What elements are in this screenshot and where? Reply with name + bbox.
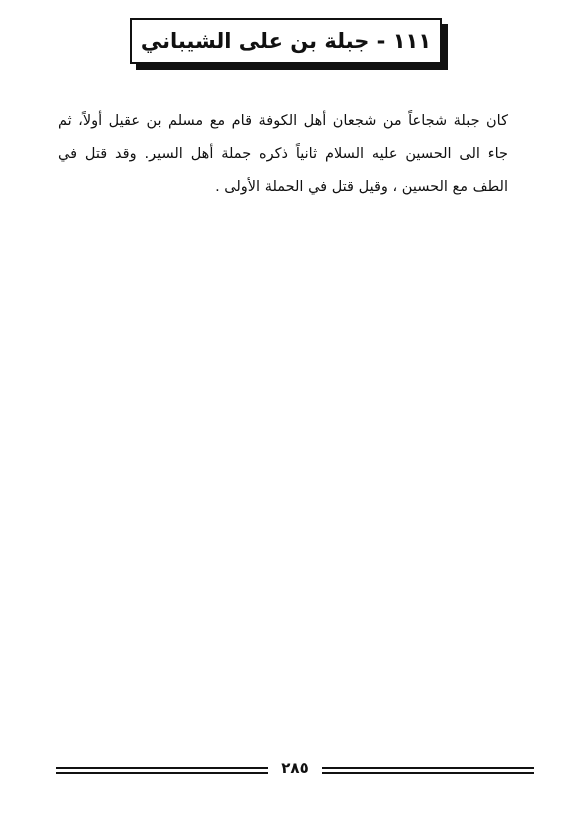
footer-rule-right-bottom xyxy=(322,772,534,774)
footer-rule-right-top xyxy=(322,767,534,769)
page-title: ١١١ - جبلة بن على الشيباني xyxy=(140,29,432,53)
page-number: ٢٨٥ xyxy=(281,759,309,777)
footer-rule-left-top xyxy=(56,767,268,769)
body-paragraph: كان جبلة شجاعاً من شجعان أهل الكوفة قام مع مسلم بن عقيل أولاً، ثم جاء الى الحسين عليه السلام ثانياً ذكره جملة أهل السير. وقد قتل في الطف مع الحسين ، وقيل قتل في الحملة الأولى . xyxy=(58,112,508,195)
title-box xyxy=(130,18,442,64)
footer-rule-left-bottom xyxy=(56,772,268,774)
title-frame xyxy=(130,18,442,64)
page-footer xyxy=(56,759,534,780)
